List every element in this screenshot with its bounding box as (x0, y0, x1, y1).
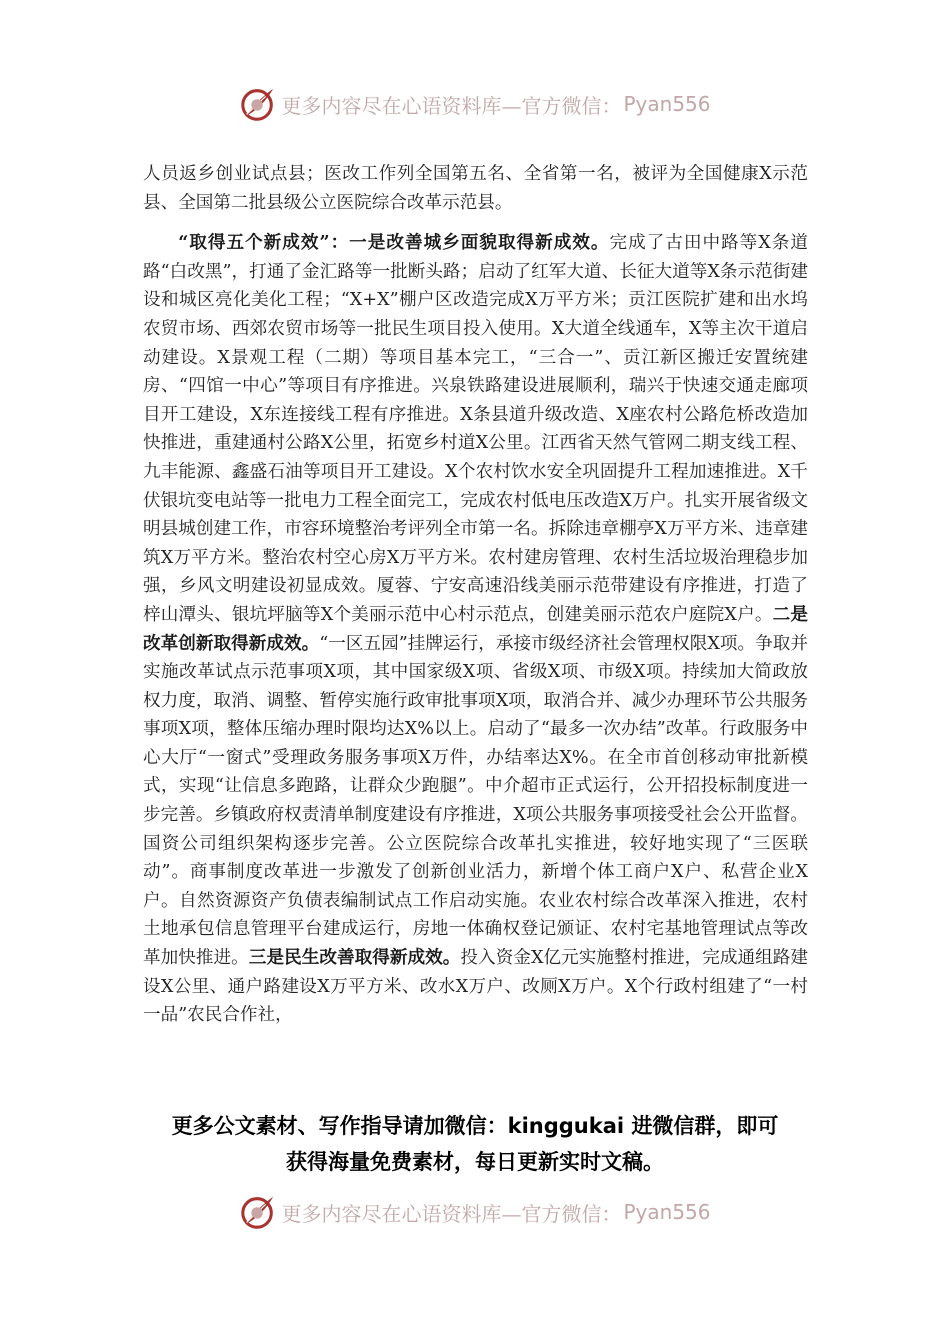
banner-handle: Pyan556 (623, 1200, 711, 1224)
quill-logo-icon (239, 85, 277, 123)
header-banner (0, 82, 950, 126)
heading-livelihood: 三是民生改善取得新成效。 (248, 947, 461, 969)
promo-notice (0, 1108, 950, 1180)
footer-banner (0, 1190, 950, 1234)
heading-reform-innovation: 二是改革创新取得新成效。 (143, 603, 808, 654)
promo-line-1: 更多公文素材、写作指导请加微信：kinggukai 进微信群，即可 (171, 1114, 779, 1138)
paragraph-1: 人员返乡创业试点县；医改工作列全国第五名、全省第一名，被评为全国健康X示范县、全国第二批县级公立医院综合改革示范县。 (143, 164, 808, 213)
quill-logo-icon (239, 1193, 277, 1231)
banner-handle: Pyan556 (623, 92, 711, 116)
promo-line-2: 获得海量免费素材，每日更新实时文稿。 (286, 1150, 664, 1174)
banner-text: 更多内容尽在心语资料库—官方微信： (281, 93, 622, 118)
section-one-text: 完成了古田中路等X条道路“白改黑”，打通了金汇路等一批断头路；启动了红军大道、长征大道等X条示范街建设和城区亮化美化工程；“X+X”棚户区改造完成X万平方米；贡江医院扩建和出水坞农贸市场、西郊农贸市场等一批民生项目投入使用。X大道全线通车，X等主次干道启动建设。X景观工程（二期）等项目基本完工，“三合一”、贡江新区搬迁安置统建房、“四馆一中心”等项目有序推进。兴泉铁路建设进展顺利，瑞兴于快速交通走廊项目开工建设，X东连接线工程有序推进。X条县道升级改造、X座农村公路危桥改造加快推进，重建通村公路X公里，拓宽乡村道X公里。江西省天然气管网二期支线工程、九丰能源、鑫盛石油等项目开工建设。X个农村饮水安全巩固提升工程加速推进。X千伏银坑变电站等一批电力工程全面完工，完成农村低电压改造X万户。扎实开展省级文明县城创建工作，市容环境整治考评列全市第一名。拆除违章棚亭X万平方米、违章建筑X万平方米。整治农村空心房X万平方米。农村建房管理、农村生活垃圾治理稳步加强，乡风文明建设初显成效。厦蓉、宁安高速沿线美丽示范带建设有序推进，打造了梓山潭头、银坑坪脑等X个美丽示范中心村示范点，创建美丽示范农户庭院X户。 (143, 233, 808, 625)
section-two-text: “一区五园”挂牌运行，承接市级经济社会管理权限X项。争取并实施改革试点示范事项X项，其中国家级X项、省级X项、市级X项。持续加大简政放权力度，取消、调整、暂停实施行政审批事项X项，取消合并、减少办理环节公共服务事项X项，整体压缩办理时限均达X%以上。启动了“最多一次办结”改革。行政服务中心大厅“一窗式”受理政务服务事项X万件，办结率达X%。在全市首创移动审批新模式，实现“让信息多跑路，让群众少跑腿”。中介超市正式运行，公开招投标制度进一步完善。乡镇政府权责清单制度建设有序推进，X项公共服务事项接受社会公开监督。国资公司组织架构逐步完善。公立医院综合改革扎实推进，较好地实现了“三医联动”。商事制度改革进一步激发了创新创业活力，新增个体工商户X户、私营企业X户。自然资源资产负债表编制试点工作启动实施。农业农村综合改革深入推进，农村土地承包信息管理平台建成运行，房地一体确权登记颁证、农村宅基地管理试点等改革加快推进。 (143, 633, 808, 969)
section-three-text: 投入资金X亿元实施整村推进，完成通组路建设X公里、通户路建设X万平方米、改水X万户、改厕X万户。X个行政村组建了“一村一品”农民合作社， (143, 948, 808, 1026)
paragraph-2 (143, 229, 808, 1030)
document-body (143, 160, 808, 1030)
heading-five-achievements: “取得五个新成效”：一是改善城乡面貌取得新成效。 (178, 232, 610, 254)
banner-text: 更多内容尽在心语资料库—官方微信： (281, 1201, 622, 1226)
